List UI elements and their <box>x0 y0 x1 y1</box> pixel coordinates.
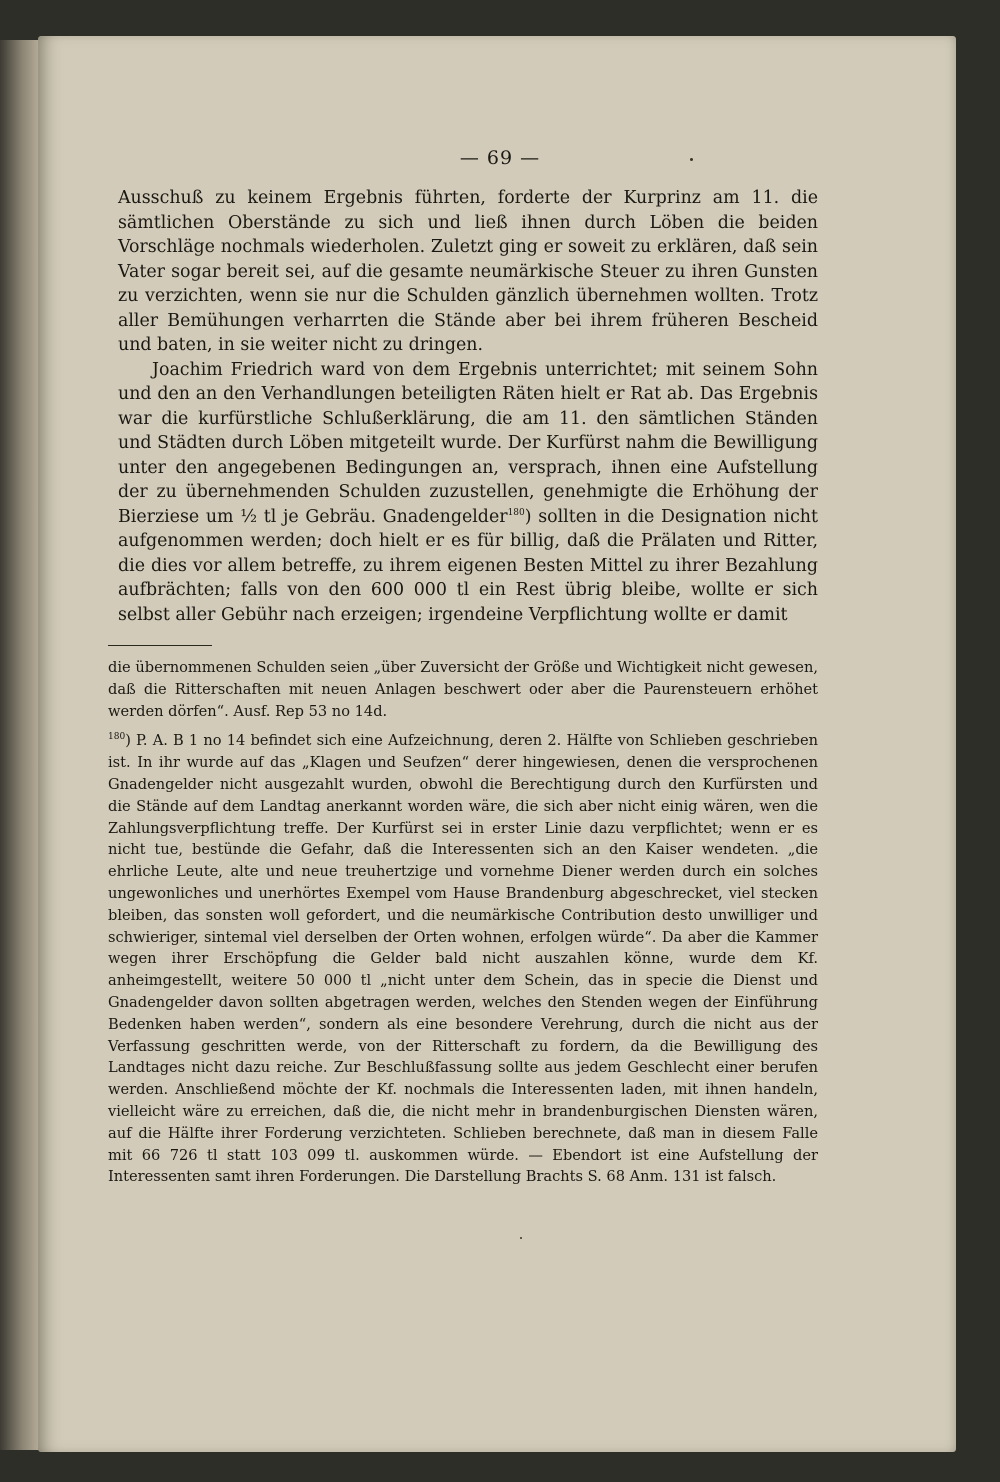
footnote-text: ) P. A. B 1 no 14 befindet sich eine Aufzeichnung, deren 2. Hälfte von Schlieben geschrieben ist. In ihr wurde auf das „Klagen und Seufzen“ derer hingewiesen, denen die versprochenen Gnadengelder nicht ausgezahlt wurden, obwohl die Berechtigung durch den Kurfürsten und die Stände auf dem Landtag anerkannt worden wäre, die sich aber nicht einig wären, wen die Zahlungsverpflichtung treffe. Der Kurfürst sei in erster Linie dazu verpflichtet; wenn er es nicht tue, bestünde die Gefahr, daß die Interessenten sich an den Kaiser wendeten. „die ehrliche Leute, alte und neue treuhertzige und vornehme Diener werden durch ein solches ungewonliches und unerhörtes Exempel vom Hause Brandenburg abgeschrecket, viel stecken bleiben, das sonsten woll gefordert, und die neumärkische Contribution desto unwilliger und schwieriger, sintemal viel derselben der Orten wohnen, erfolgen würde“. Da aber die Kammer wegen ihrer Erschöpfung die Gelder bald nicht auszahlen könne, wurde dem Kf. anheimgestellt, weitere 50 000 tl „nicht unter dem Schein, das in specie die Dienst und Gnadengelder davon sollten abgetragen werden, welches den Stenden wegen der Einführung Bedenken haben werden“, sondern als eine besondere Verehrung, durch die nicht aus der Verfassung geschritten werde, von der Ritterschaft zu fordern, da die Bewilligung des Landtages nicht dazu reiche. Zur Beschlußfassung sollte aus jedem Geschlecht einer berufen werden. Anschließend möchte der Kf. nochmals die Interessenten laden, mit ihnen handeln, vielleicht wäre zu erreichen, daß die, die nicht mehr in brandenburgischen Diensten wären, auf die Hälfte ihrer Forderung verzichteten. Schlieben berechnete, daß man in diesem Falle mit 66 726 tl statt 103 099 tl. auskommen würde. — Ebendort ist eine Aufstellung der Interessenten samt ihren Forderungen. Die Darstellung Brachts S. 68 Anm. 131 ist falsch. <box>108 732 818 1186</box>
footnote-number: 180 <box>108 732 126 743</box>
paragraph-2-part-1: Joachim Friedrich ward von dem Ergebnis unterrichtet; mit seinem Sohn und den an den Verhandlungen beteiligten Räten hielt er Rat ab. Das Ergebnis war die kurfürstliche Schlußerklärung, die am 11. den sämtlichen Ständen und Städten durch Löben mitgeteilt wurde. Der Kurfürst nahm die Bewilligung unter den angegebenen Bedingungen an, versprach, ihnen eine Aufstellung der zu übernehmenden Schulden zuzustellen, genehmigte die Erhöhung der Bierziese um ½ tl je Gebräu. Gnadengelder <box>118 359 818 527</box>
footnotes-block <box>108 657 818 1188</box>
footnote-continued: die übernommenen Schulden seien „über Zuversicht der Größe und Wichtigkeit nicht gewesen, daß die Ritterschaften mit neuen Anlagen beschwert oder aber die Paurensteuern erhöhet werden dörfen“. Ausf. Rep 53 no 14d. <box>108 659 818 720</box>
facing-page-edge <box>0 40 40 1450</box>
main-paragraph-1: Ausschuß zu keinem Ergebnis führten, forderte der Kurprinz am 11. die sämtlichen Oberstände zu sich und ließ ihnen durch Löben die beiden Vorschläge nochmals wiederholen. Zuletzt ging er soweit zu erklären, daß sein Vater sogar bereit sei, auf die gesamte neumärkische Steuer zu ihren Gunsten zu verzichten, wenn sie nur die Schulden gänzlich übernehmen wollten. Trotz aller Bemühungen verharrten die Stände aber bei ihrem früheren Bescheid und baten, in sie weiter nicht zu dringen. <box>118 188 818 355</box>
paper-speck <box>690 158 693 161</box>
footnote-180 <box>108 730 818 1188</box>
paragraph-2-part-2: ) sollten in die Designation nicht aufgenommen werden; doch hielt er es für billig, daß die Prälaten und Ritter, die dies vor allem betreffe, zu ihrem eigenen Besten Mittel zu ihrer Bezahlung aufbrächten; falls von den 600 000 tl ein Rest übrig bleibe, wollte er sich selbst aller Gebühr nach erzeigen; irgendeine Verpflichtung wollte er damit <box>118 506 818 625</box>
footnote-reference-180[interactable]: 180 <box>507 507 525 518</box>
paper-speck <box>520 1237 522 1239</box>
footnote-divider <box>108 645 212 646</box>
main-paragraph-2 <box>118 358 818 628</box>
page-number: — 69 — <box>459 147 541 169</box>
main-text <box>118 186 818 627</box>
